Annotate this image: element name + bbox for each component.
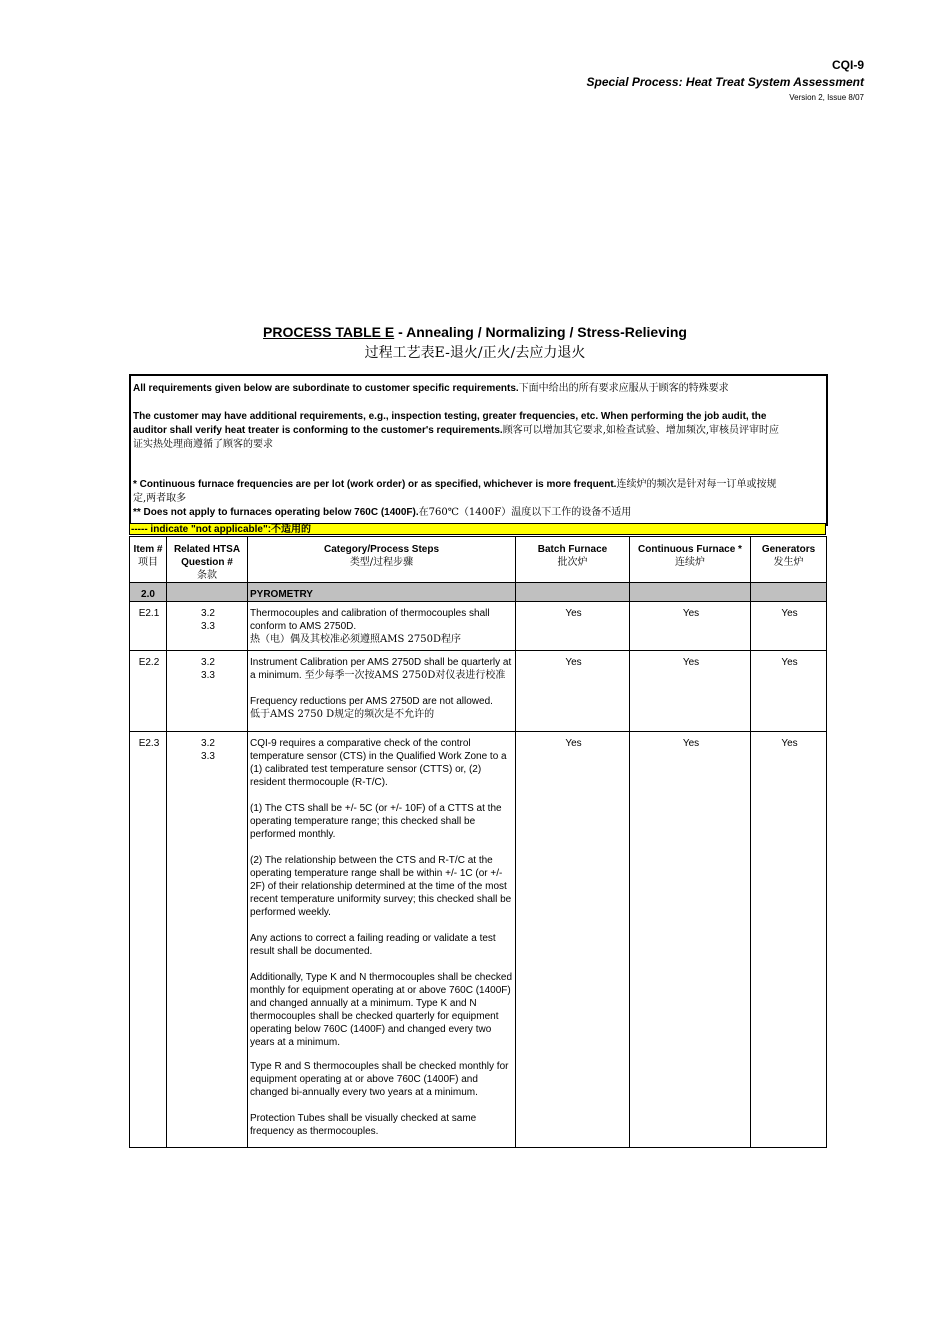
- requirements-notes-box: [129, 374, 828, 526]
- header-question: Related HTSA Question # 条款: [167, 537, 248, 583]
- document-code: CQI-9: [831, 58, 864, 72]
- question-numbers: 3.2 3.3: [167, 732, 248, 1148]
- continuous-value: Yes: [630, 602, 751, 651]
- document-subtitle: Special Process: Heat Treat System Assessment: [586, 75, 864, 89]
- title-underlined: PROCESS TABLE E: [263, 324, 395, 340]
- batch-value: Yes: [516, 732, 630, 1148]
- generators-value: Yes: [751, 602, 827, 651]
- note-line-6: 定,两者取多: [133, 493, 187, 504]
- table-row: [130, 732, 827, 1148]
- header-category: Category/Process Steps 类型/过程步骤: [248, 537, 516, 583]
- note-line-7: ** Does not apply to furnaces operating below 760C (1400F).在760℃（1400F）温度以下工作的设备不适用: [133, 507, 632, 518]
- document-version: Version 2, Issue 8/07: [789, 93, 864, 102]
- batch-value: Yes: [516, 651, 630, 732]
- note-line-1: All requirements given below are subordinate to customer specific requirements.下面中给出的所有要求应服从于顾客的特殊要求: [133, 383, 729, 394]
- header-continuous: Continuous Furnace * 连续炉: [630, 537, 751, 583]
- generators-value: Yes: [751, 732, 827, 1148]
- process-step: Thermocouples and calibration of thermocouples shall conform to AMS 2750D. 热（电）偶及其校准必须遵照AMS 2750D程序: [248, 602, 516, 651]
- batch-value: Yes: [516, 602, 630, 651]
- section-row: [130, 583, 827, 602]
- question-numbers: 3.2 3.3: [167, 651, 248, 732]
- header-batch: Batch Furnace 批次炉: [516, 537, 630, 583]
- generators-value: Yes: [751, 651, 827, 732]
- note-line-3: auditor shall verify heat treater is conforming to the customer's requirements.顾客可以增加其它要求,如检查试验、增加频次,审核员评审时应: [133, 425, 780, 436]
- header-generators: Generators 发生炉: [751, 537, 827, 583]
- table-header-row: [130, 537, 827, 583]
- not-applicable-legend: ----- indicate "not applicable":不适用的: [131, 524, 312, 535]
- table-row: [130, 602, 827, 651]
- note-line-4: 证实热处理商遵循了顾客的要求: [133, 439, 273, 450]
- item-number: E2.2: [130, 651, 167, 732]
- page-title: [0, 324, 950, 340]
- header-item: Item # 项目: [130, 537, 167, 583]
- page-title-chinese: 过程工艺表E-退火/正火/去应力退火: [364, 345, 586, 361]
- section-number: 2.0: [130, 583, 167, 602]
- process-table: [129, 536, 827, 1148]
- table-row: [130, 651, 827, 732]
- continuous-value: Yes: [630, 651, 751, 732]
- process-step: Instrument Calibration per AMS 2750D shall be quarterly at a minimum. 至少每季一次按AMS 2750D对仪表进行校准 Frequency reductions per AMS 2750D are not allowed. 低于AMS 2750 D规定的频次是不允许的: [248, 651, 516, 732]
- item-number: E2.3: [130, 732, 167, 1148]
- item-number: E2.1: [130, 602, 167, 651]
- section-name: PYROMETRY: [248, 583, 516, 602]
- note-line-5: * Continuous furnace frequencies are per lot (work order) or as specified, whichever is more frequent.连续炉的频次是针对每一订单或按规: [133, 479, 777, 490]
- continuous-value: Yes: [630, 732, 751, 1148]
- title-rest: - Annealing / Normalizing / Stress-Relieving: [394, 324, 687, 340]
- note-line-2: The customer may have additional requirements, e.g., inspection testing, greater frequencies, etc. When performing the job audit, the: [133, 411, 767, 422]
- process-step: CQI-9 requires a comparative check of the control temperature sensor (CTS) in the Qualified Work Zone to a (1) calibrated test temperature sensor (CTTS) or, (2) resident thermocouple (R-T/C). (1) The CTS shall be +/- 5C (or +/- 10F) of a CTTS at the operating temperature range; this checked shall be performed monthly. (2) The relationship between the CTS and R-T/C at the operating temperature range shall be within +/- 1C (or +/- 2F) of their relationship determined at the time of the most recent temperature uniformity survey; this checked shall be performed weekly. Any actions to correct a failing reading or validate a test result shall be documented. Additionally, Type K and N thermocouples shall be checked monthly for equipment operating at or above 760C (1400F) and changed annually at a minimum. Type K and N thermocouples shall be checked quarterly for equipment operating below 760C (1400F) and changed every two years at a minimum. Type R and S thermocouples shall be checked monthly for equipment operating at or above 760C (1400F) and changed bi-annually every two years at a minimum. Protection Tubes shall be visually checked at same frequency as thermocouples.: [248, 732, 516, 1148]
- question-numbers: 3.2 3.3: [167, 602, 248, 651]
